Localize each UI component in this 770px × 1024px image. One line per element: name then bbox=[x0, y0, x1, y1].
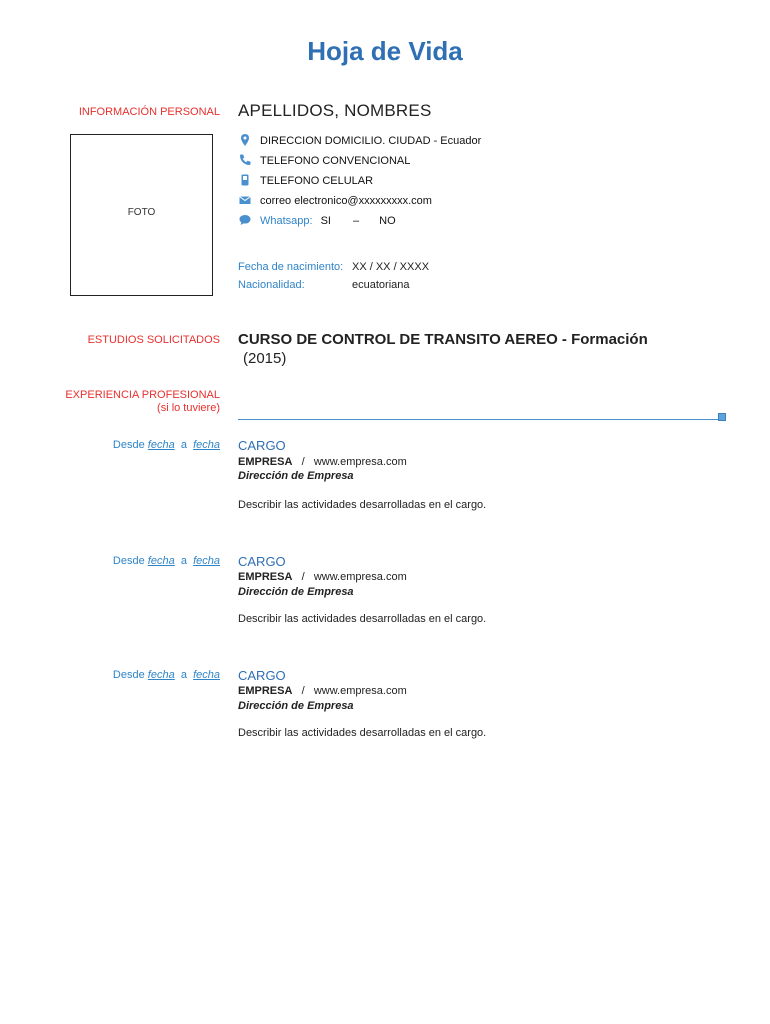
job-direccion: Dirección de Empresa bbox=[238, 470, 354, 482]
job-empresa-row bbox=[238, 571, 407, 583]
study-year: (2015) bbox=[243, 350, 287, 367]
phone-icon bbox=[238, 153, 252, 167]
job-descripcion: Describir las actividades desarrolladas en el cargo. bbox=[238, 499, 487, 511]
page-title: Hoja de Vida bbox=[307, 36, 463, 66]
address-row bbox=[238, 134, 481, 148]
job-cargo: CARGO bbox=[238, 438, 286, 453]
job-desde: Desde bbox=[112, 669, 145, 681]
job-descripcion: Describir las actividades desarrolladas en el cargo. bbox=[238, 613, 487, 625]
address-text: DIRECCION DOMICILIO. CIUDAD - Ecuador bbox=[260, 134, 482, 147]
whatsapp-dash: – bbox=[353, 214, 360, 227]
job-direccion: Dirección de Empresa bbox=[238, 700, 354, 712]
section-divider bbox=[238, 419, 718, 420]
mobile-text: TELEFONO CELULAR bbox=[260, 174, 374, 187]
job-cargo: CARGO bbox=[238, 668, 286, 683]
job-separator: / bbox=[301, 571, 305, 583]
job-separator: / bbox=[301, 685, 305, 697]
location-pin-icon bbox=[238, 133, 252, 147]
chat-bubble-icon bbox=[238, 213, 252, 227]
birth-value: XX / XX / XXXX bbox=[352, 261, 430, 273]
job-website: www.empresa.com bbox=[313, 685, 407, 697]
job-a: a bbox=[180, 555, 187, 567]
whatsapp-row bbox=[238, 214, 396, 228]
whatsapp-yes: SI bbox=[320, 214, 331, 227]
email-row bbox=[238, 194, 432, 208]
job-a: a bbox=[180, 669, 187, 681]
phone-row bbox=[238, 154, 410, 168]
job-separator: / bbox=[301, 456, 305, 468]
job-website: www.empresa.com bbox=[313, 571, 407, 583]
mobile-row bbox=[238, 174, 373, 188]
job-empresa: EMPRESA bbox=[238, 571, 293, 583]
job-a: a bbox=[180, 439, 187, 451]
photo-label: FOTO bbox=[127, 207, 156, 218]
divider-end-marker bbox=[718, 413, 726, 421]
job-dates bbox=[113, 555, 220, 567]
job-empresa-row bbox=[238, 456, 407, 468]
phone-text: TELEFONO CONVENCIONAL bbox=[260, 154, 411, 167]
job-descripcion: Describir las actividades desarrolladas en el cargo. bbox=[238, 727, 487, 739]
job-fecha-start: fecha bbox=[147, 669, 175, 681]
email-text: correo electronico@xxxxxxxxx.com bbox=[260, 194, 432, 207]
job-fecha-end: fecha bbox=[193, 669, 220, 681]
section-note-experiencia: (si lo tuviere) bbox=[157, 402, 220, 414]
birth-label: Fecha de nacimiento: bbox=[238, 261, 344, 273]
job-dates bbox=[113, 669, 220, 681]
job-empresa: EMPRESA bbox=[238, 685, 293, 697]
job-fecha-end: fecha bbox=[193, 555, 220, 567]
full-name: APELLIDOS, NOMBRES bbox=[238, 101, 432, 120]
job-empresa: EMPRESA bbox=[238, 456, 293, 468]
job-desde: Desde bbox=[112, 439, 145, 451]
section-label-estudios: ESTUDIOS SOLICITADOS bbox=[87, 334, 220, 346]
job-website: www.empresa.com bbox=[313, 456, 407, 468]
mobile-phone-icon bbox=[238, 173, 252, 187]
job-fecha-end: fecha bbox=[193, 439, 220, 451]
nationality-label: Nacionalidad: bbox=[238, 279, 305, 291]
whatsapp-no: NO bbox=[379, 214, 396, 227]
envelope-icon bbox=[238, 193, 252, 207]
job-empresa-row bbox=[238, 685, 407, 697]
job-cargo: CARGO bbox=[238, 554, 286, 569]
nationality-value: ecuatoriana bbox=[352, 279, 410, 291]
job-dates bbox=[113, 439, 220, 451]
photo-placeholder bbox=[70, 134, 213, 296]
section-label-personal: INFORMACIÓN PERSONAL bbox=[78, 106, 220, 118]
whatsapp-label: Whatsapp: bbox=[260, 214, 313, 227]
job-fecha-start: fecha bbox=[147, 555, 175, 567]
study-course: CURSO DE CONTROL DE TRANSITO AEREO - Formación bbox=[238, 331, 648, 348]
job-desde: Desde bbox=[112, 555, 145, 567]
job-fecha-start: fecha bbox=[147, 439, 175, 451]
section-label-experiencia: EXPERIENCIA PROFESIONAL bbox=[65, 389, 220, 401]
job-direccion: Dirección de Empresa bbox=[238, 586, 354, 598]
